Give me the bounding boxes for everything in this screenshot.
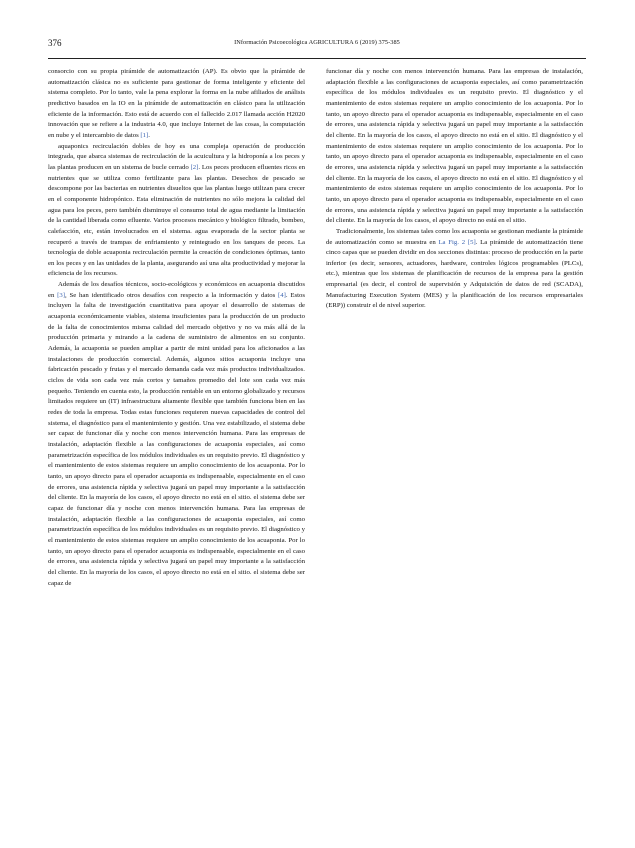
paragraph: aquaponics recirculación dobles de hoy es una compleja operación de producción integrada, que abarca sistemas de recirculación de la acuicultura y la hidroponía a los peces y las plantas producen en un sistema de bucle cerrado [2]. Los peces producen efluentes ricos en nutrientes que se utiliza como fertilizante para las plantas. Desechos de pescado se descompone por las bacterias en nutrientes disueltos que las plantas luego utilizan para crecer en el componente hidropónico. Esta eliminación de nutrientes no sólo mejora la calidad del agua para los peces, pero también disminuye el consumo total de agua mediante la limitación de la cantidad liberada como efluente. Varios procesos mecánico y biológico filtrado, bombeo, calefacción, etc, están involucrados en el sistema. agua evaporada de la sector planta se recuperó a través de trampas de enfriamiento y reintegrado en los tanques de peces. La tecnología de doble acuaponia recirculación permite la creación de condiciones óptimas, tanto en los peces y en las unidades de la planta, asegurando así una alta productividad y mejorar la eficiencia de los recursos. (48, 142, 306, 278)
citation-link[interactable]: [4] (278, 291, 286, 299)
citation-link[interactable]: [3] (57, 291, 66, 299)
page-number: 376 (48, 38, 62, 48)
citation-link[interactable]: [5] (467, 238, 476, 246)
right-column (326, 67, 583, 312)
citation-link[interactable]: [1] (140, 131, 149, 139)
running-head: INformación Psicoecológica AGRICULTURA 6 (2019) 375-385 (234, 39, 400, 46)
paragraph: funcionar día y noche con menos intervención humana. Para las empresas de instalación, adaptación flexible a las configuraciones de acuaponia especiales, así como parametrización específica de los módulos individuales es un requisito previo. El diagnóstico y el mantenimiento de estos sistemas requiere un amplio conocimiento de los acuaponia. Por lo tanto, un apoyo directo para el operador acuaponia es indispensable, especialmente en el caso de errores, una asistencia rápida y selectiva jugará un papel muy importante a la satisfacción del cliente. En la mayoría de los casos, el apoyo directo no está en el sitio. El diagnóstico y el mantenimiento de estos sistemas requiere un amplio conocimiento de los acuaponia. Por lo tanto, un apoyo directo para el operador acuaponia es indispensable, especialmente en el caso de errores, una asistencia rápida y selectiva jugará un papel muy importante a la satisfacción del cliente. En la mayoría de los casos, el apoyo directo no está en el sitio. El diagnóstico y el mantenimiento de estos sistemas requiere un amplio conocimiento de los acuaponia. Por lo tanto, un apoyo directo para el operador acuaponia es indispensable, especialmente en el caso de errores, una asistencia rápida y selectiva jugará un papel muy importante a la satisfacción del cliente. En la mayoría de los casos, el apoyo directo no está en el sitio. (326, 68, 583, 225)
page-header (48, 38, 586, 54)
paragraph: Tradicionalmente, los sistemas tales como los acuaponia se gestionan mediante la pirámide de automatización como se muestra en La Fig. 2 [5]. La pirámide de automatización tiene cinco capas que se pueden dividir en dos secciones distintas: proceso de producción en la parte inferior (es decir, sensores, actuadores, hardware, controles lógicos programables (PLCs), etc.), mientras que los sistemas de planificación de recursos de la empresa para la gestión empresarial (es decir, el control de supervisión y Adquisición de datos de red (SCADA), Manufacturing Execution System (MES) y la planificación de los recursos empresariales (ERP)) construir el de nivel superior. (326, 227, 583, 310)
paragraph: Además de los desafíos técnicos, socio-ecológicos y económicos en acuaponia discutidos en [3], Se han identificado otros desafíos con respecto a la información y datos [4]. Estos incluyen la falta de investigación cuantitativa para apoyar el desarrollo de sistemas de acuaponia económicamente viables, sistema insuficientes para la producción de un producto de la falta de conocimientos misma calidad del mercado objetivo y no va más allá de la producción primaria y mirando a la cadena de suministro de alimentos en su conjunto. Además, la acuaponia se pueden ampliar a partir de mini unidad para los aficionados a las instalaciones de producción comercial. Además, algunos sitios acuaponia incluye una fabricación pescado y frutas y el mercado demanda cada vez más productos individualizados. ciclos de vida son cada vez más cortos y tamaños promedio del lote son cada vez más pequeño. Teniendo en cuenta esto, la producción rentable en un entorno globalizado y recursos limitados requiere un (IT) infraestructura altamente flexible que también funciona bien en las redes de toda la empresa. Todas estas funciones requieren nuevas capacidades de control del sistema, el diagnóstico para el mantenimiento y gestión. Una vez estabilizado, el sistema debe ser capaz de funcionar día y noche con menos intervención humana. Para las empresas de instalación, adaptación flexible a las configuraciones de acuaponia especiales, así como parametrización específica de los módulos individuales es un requisito previo. El diagnóstico y el mantenimiento de estos sistemas requiere un amplio conocimiento de los acuaponia. Por lo tanto, un apoyo directo para el operador acuaponia es indispensable, especialmente en el caso de errores, una asistencia rápida y selectiva jugará un papel muy importante a la satisfacción del cliente. En la mayoría de los casos, el apoyo directo no está en el sitio. el sistema debe ser capaz de funcionar día y noche con menos intervención humana. Para las empresas de instalación, adaptación flexible a las configuraciones de acuaponia especiales, así como parametrización específica de los módulos individuales es un requisito previo. El diagnóstico y el mantenimiento de estos sistemas requiere un amplio conocimiento de los acuaponia. Por lo tanto, un apoyo directo para el operador acuaponia es indispensable, especialmente en el caso de errores, una asistencia rápida y selectiva jugará un papel muy importante a la satisfacción del cliente. En la mayoría de los casos, el apoyo directo no está en el sitio. el sistema debe ser capaz de (48, 281, 305, 587)
figure-link[interactable]: La Fig. 2 (438, 238, 466, 246)
paragraph: consorcio con su propia pirámide de automatización (AP). Es obvio que la pirámide de automatización clásica no es suficiente para gestionar de forma inteligente y eficiente del sistema completo. Por lo tanto, vale la pena explorar la forma en la nube afiliados de análisis predictivo basados en la IO en la pirámide de automatización en clásico para la utilización eficiente de la información. Esto está de acuerdo con el fallecido 2.017 llamada acción H2020 innovación que se refiere a la industria 4.0, que incluye Internet de las cosas, la computación en nube y el intercambio de datos [1]. (48, 68, 305, 139)
left-column (48, 67, 305, 589)
header-rule (48, 58, 586, 59)
citation-link[interactable]: [2] (190, 163, 199, 171)
